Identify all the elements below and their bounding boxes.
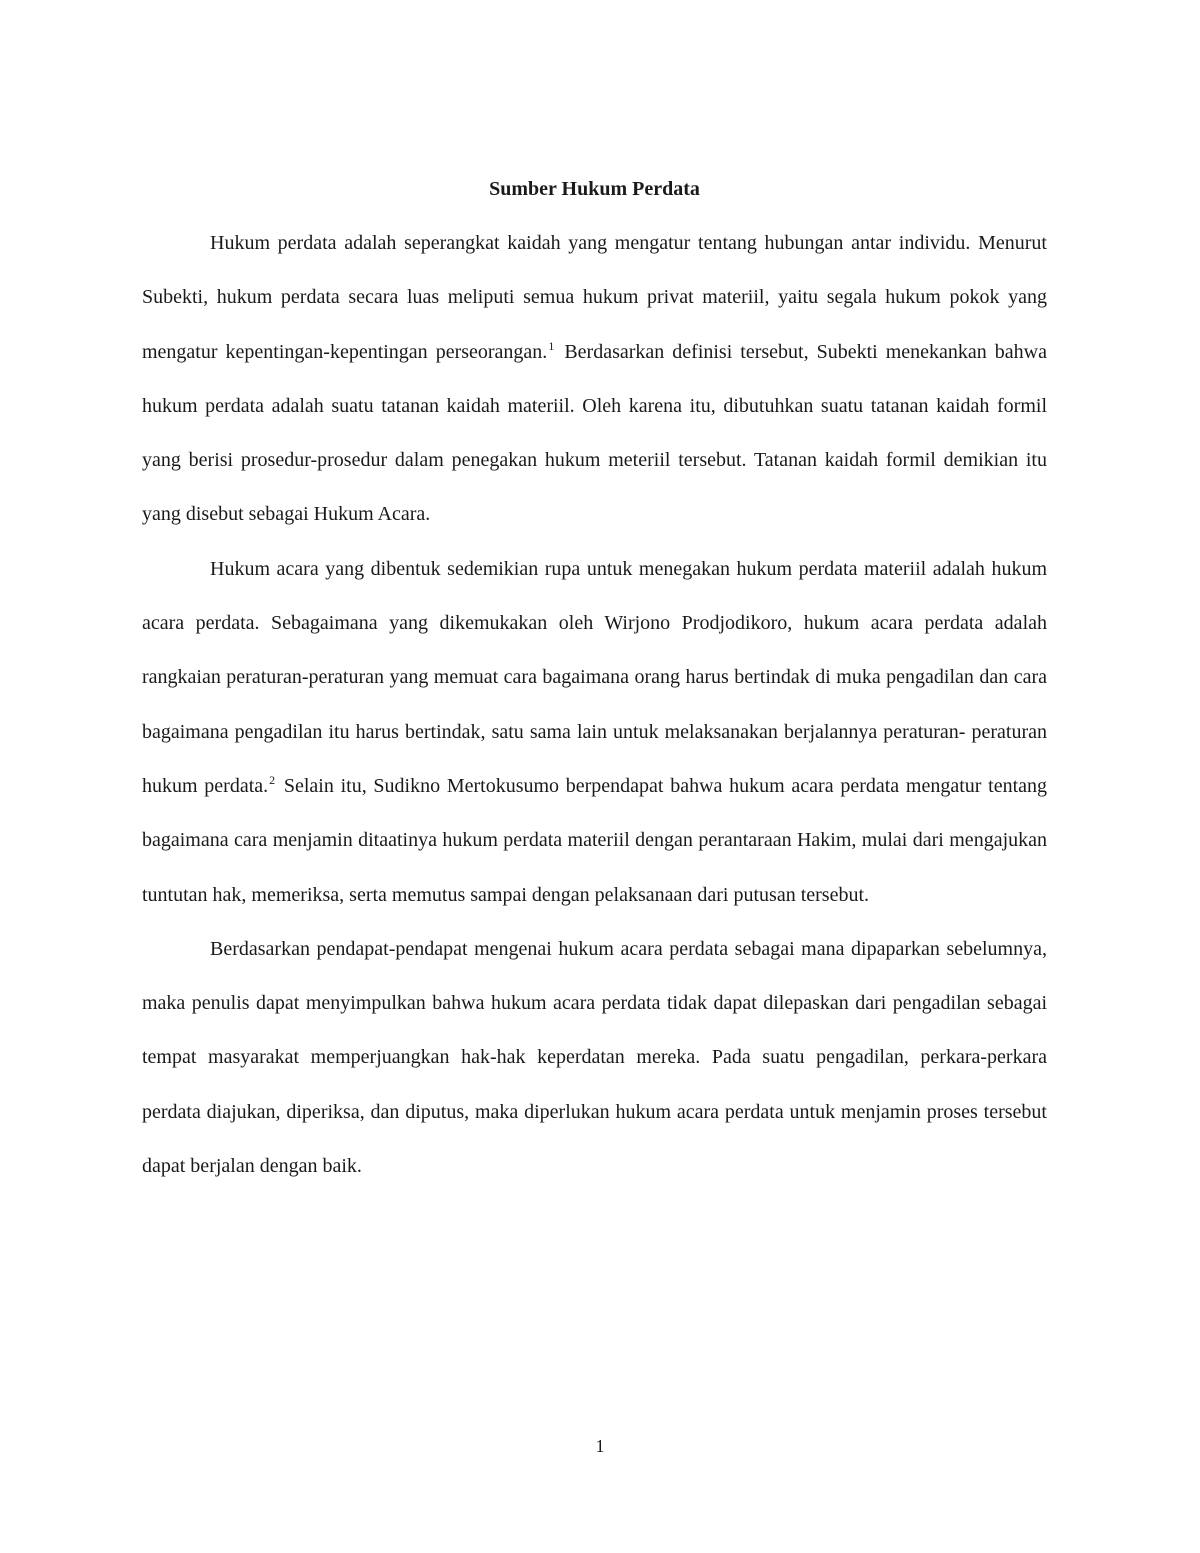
paragraph-1-text-a: Hukum perdata adalah seperangkat kaidah yang mengatur tentang hubungan antar individu. Menurut Subekti, hukum perdata secara luas meliputi semua hukum privat materiil, yaitu segala hukum pokok yang mengatur kepentingan-kepentingan perseorangan. — [142, 232, 1047, 363]
footnote-ref-1[interactable]: 1 — [548, 338, 555, 353]
paragraph-1 — [142, 216, 1047, 542]
paragraph-3-text: Berdasarkan pendapat-pendapat mengenai hukum acara perdata sebagai mana dipaparkan sebelumnya, maka penulis dapat menyimpulkan bahwa hukum acara perdata tidak dapat dilepaskan dari pengadilan sebagai tempat masyarakat memperjuangkan hak-hak keperdatan mereka. Pada suatu pengadilan, perkara-perkara perdata diajukan, diperiksa, dan diputus, maka diperlukan hukum acara perdata untuk menjamin proses tersebut dapat berjalan dengan baik. — [142, 937, 1047, 1178]
paragraph-1-text-b: Berdasarkan definisi tersebut, Subekti menekankan bahwa hukum perdata adalah suatu tatanan kaidah materiil. Oleh karena itu, dibutuhkan suatu tatanan kaidah formil yang berisi prosedur-prosedur dalam penegakan hukum meteriil tersebut. Tatanan kaidah formil demikian itu yang disebut sebagai Hukum Acara. — [142, 340, 1047, 526]
document-body — [142, 162, 1047, 1193]
footnote-ref-2[interactable]: 2 — [269, 772, 276, 787]
paragraph-3 — [142, 922, 1047, 1193]
paragraph-2-text-a: Hukum acara yang dibentuk sedemikian rupa untuk menegakan hukum perdata materiil adalah hukum acara perdata. Sebagaimana yang dikemukakan oleh Wirjono Prodjodikoro, hukum acara perdata adalah rangkaian peraturan-peraturan yang memuat cara bagaimana orang harus bertindak di muka pengadilan dan cara bagaimana pengadilan itu harus bertindak, satu sama lain untuk melaksanakan berjalannya peraturan- peraturan hukum perdata. — [142, 557, 1047, 797]
document-title: Sumber Hukum Perdata — [489, 178, 700, 200]
paragraph-2 — [142, 542, 1047, 922]
page-number: 1 — [595, 1436, 605, 1456]
paragraph-2-text-b: Selain itu, Sudikno Mertokusumo berpendapat bahwa hukum acara perdata mengatur tentang bagaimana cara menjamin ditaatinya hukum perdata materiil dengan perantaraan Hakim, mulai dari mengajukan tuntutan hak, memeriksa, serta memutus sampai dengan pelaksanaan dari putusan tersebut. — [142, 774, 1048, 906]
